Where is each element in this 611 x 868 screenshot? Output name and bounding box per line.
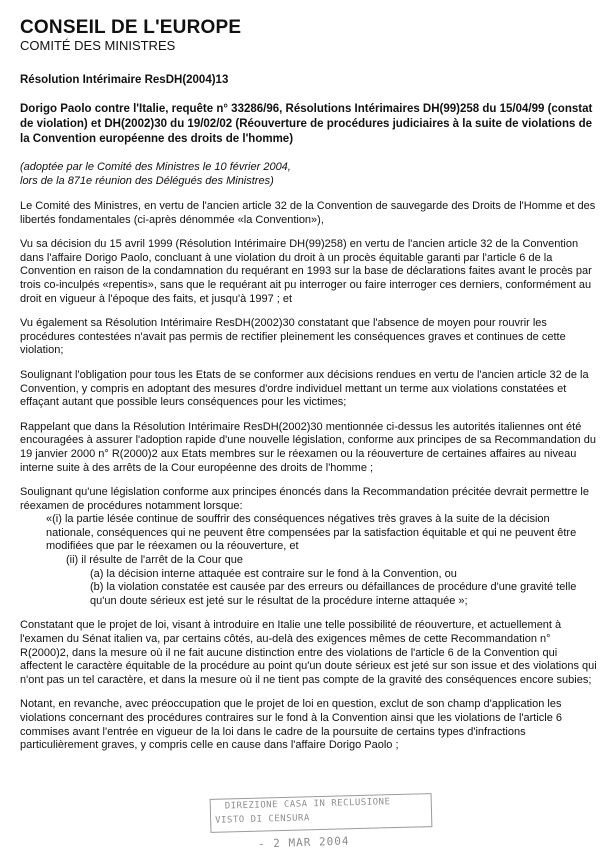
recommendation-intro: Soulignant qu'une législation conforme aux principes énoncés dans la Recommandation précitée devrait permettre le réexamen de procédures notamment lorsque:: [20, 486, 589, 512]
resolution-title: Résolution Intérimaire ResDH(2004)13: [20, 74, 229, 86]
paragraph-bill-scope: Constatant que le projet de loi, visant à introduire en Italie une telle possibilité de réouverture, et actuellement à l'examen du Sénat italien va, par certains côtés, au-delà des exigences mêmes de cette Recommandation n° R(2000)2, dans la mesure où il ne fait aucune distinction entre des violations de l'article 6 de la Convention qui affectent le caractère équitable de la procédure au point qu'un doute sérieux est jeté sur son issue et des violations qui n'ont pas un tel caractère, et dans la mesure où il ne tient pas compte de la gravité des conséquences encore subies;: [20, 619, 597, 686]
censorship-stamp: [210, 793, 433, 833]
recommendation-item-a: (a) la décision interne attaquée est contraire sur le fond à la Convention, ou: [90, 567, 457, 580]
paragraph-decision-1999: Vu sa décision du 15 avril 1999 (Résolution Intérimaire DH(99)258) en vertu de l'ancien article 32 de la Convention dans l'affaire Dorigo Paolo, concluant à une violation du droit à un procès équitable garanti par l'article 6 de la Convention en raison de la condamnation du requérant en 1993 sur la base de déclarations faites avant le procès par trois co-inculpés «repentis», sans que le requérant ait pu interroger ou faire interroger ces derniers, conformément au droit en vigueur à l'époque des faits, et jusqu'à 1997 ; et: [20, 238, 592, 305]
recommendation-block: [20, 486, 598, 608]
adoption-line-1: (adoptée par le Comité des Ministres le 10 février 2004,: [20, 161, 291, 173]
recommendation-item-ii: (ii) il résulte de l'arrêt de la Cour que: [66, 554, 243, 567]
paragraph-concern: Notant, en revanche, avec préoccupation que le projet de loi en question, exclut de son champ d'application les violations concernant des procédures contraires sur le fond à la Convention ainsi que les violations de l'article 6 commises avant l'entrée en vigueur de la loi dans le cadre de la poursuite de certains types d'infractions particulièrement graves, y compris celle en cause dans l'affaire Dorigo Paolo ;: [20, 698, 563, 752]
adoption-note: [20, 160, 598, 188]
case-title: Dorigo Paolo contre l'Italie, requête n° 33286/96, Résolutions Intérimaires DH(99)258 du 15/04/99 (constat de violation) et DH(2002)30 du 19/02/02 (Réouverture de procédures judiciaires à la suite de violations de la Convention européenne des droits de l'homme): [20, 103, 593, 145]
stamp-line-1: DIREZIONE CASA IN RECLUSIONE: [224, 797, 391, 812]
organization-title: CONSEIL DE L'EUROPE: [20, 17, 242, 38]
committee-subtitle: COMITÉ DES MINISTRES: [20, 38, 176, 53]
paragraph-recall: Rappelant que dans la Résolution Intérimaire ResDH(2002)30 mentionnée ci-dessus les autorités italiennes ont été encouragées à assurer l'adoption rapide d'une nouvelle législation, conforme aux principes de sa Recommandation du 19 janvier 2000 n° R(2000)2 aux Etats membres sur le réexamen ou la réouverture de certaines affaires au niveau interne suite à des arrêts de la Cour européenne des droits de l'homme ;: [20, 420, 596, 474]
paragraph-resolution-2002: Vu également sa Résolution Intérimaire ResDH(2002)30 constatant que l'absence de moyen pour rouvrir les procédures contestées n'avait pas permis de rectifier pleinement les conséquences graves et continues de cette violation;: [20, 317, 566, 357]
document-page: [20, 18, 598, 764]
adoption-line-2: lors de la 871e réunion des Délégués des Ministres): [20, 175, 274, 187]
recommendation-item-b: (b) la violation constatée est causée par des erreurs ou défaillances de procédure d'une gravité telle qu'un doute sérieux est jeté sur le résultat de la procédure interne attaquée »;: [90, 581, 577, 607]
paragraph-preamble: Le Comité des Ministres, en vertu de l'ancien article 32 de la Convention de sauvegarde des Droits de l'Homme et des libertés fondamentales (ci-après dénommée «la Convention»),: [20, 200, 596, 226]
paragraph-obligation: Soulignant l'obligation pour tous les Etats de se conformer aux décisions rendues en vertu de l'ancien article 32 de la Convention, y compris en adoptant des mesures d'ordre individuel mettant un terme aux violations constatées et effaçant autant que possible leurs conséquences pour les victimes;: [20, 368, 589, 409]
stamp-date: - 2 MAR 2004: [257, 834, 350, 851]
stamp-line-2: VISTO DI CENSURA: [215, 813, 310, 826]
recommendation-item-i: «(i) la partie lésée continue de souffrir des conséquences négatives très graves à la suite de la décision nationale, conséquences qui ne peuvent être compensées par la satisfaction équitable et qui ne peuvent être modifiées que par le réexamen ou la réouverture, et: [46, 513, 577, 553]
